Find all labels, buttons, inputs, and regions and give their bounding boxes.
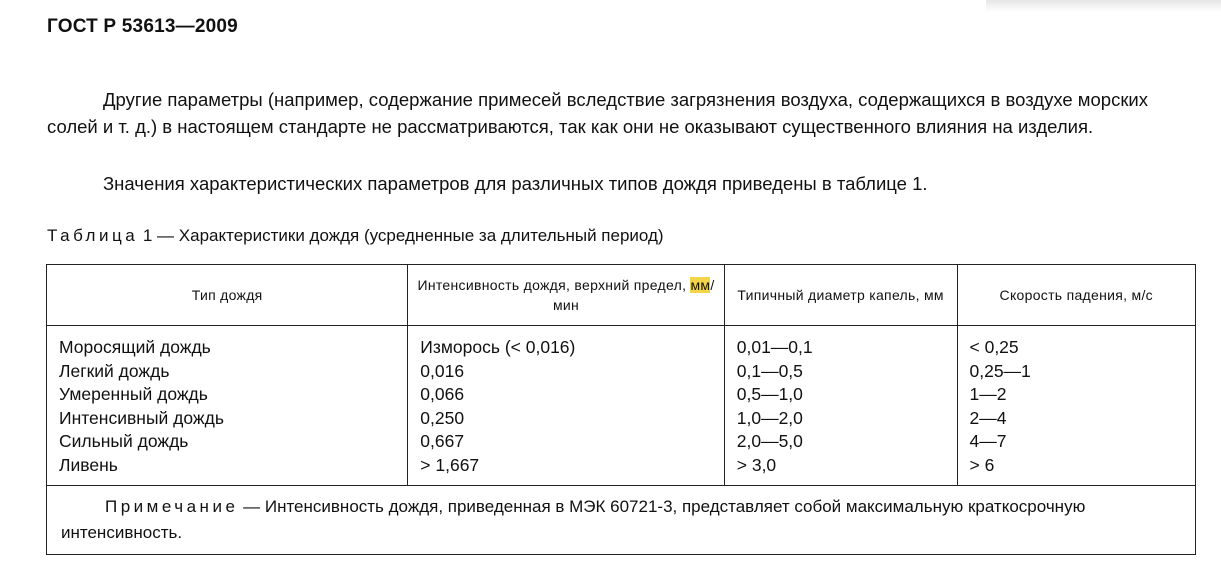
cell-fall-speed: 4—7 <box>969 431 1007 451</box>
cell-intensity: Изморось (< 0,016) <box>420 337 576 357</box>
header-intensity-text: Интенсивность дождя, верхний предел, <box>417 277 691 293</box>
cell-rain-type: Умеренный дождь <box>59 384 208 404</box>
cell-drop-diameter: 0,01—0,1 <box>736 337 813 357</box>
cell-fall-speed: < 0,25 <box>969 337 1019 357</box>
cell-drop-diameter: 2,0—5,0 <box>736 431 803 451</box>
cell-rain-type: Легкий дождь <box>59 360 170 381</box>
table-note-row <box>47 486 1196 555</box>
header-rain-type: Тип дождя <box>47 265 408 326</box>
table-data-row <box>47 326 1196 486</box>
cell-intensity: 0,066 <box>420 384 465 404</box>
rain-characteristics-table <box>46 264 1196 555</box>
cell-intensity: 0,016 <box>420 360 465 381</box>
table-note <box>47 486 1196 555</box>
column-drop-diameter <box>724 326 957 486</box>
note-label: Примечание <box>105 497 239 516</box>
column-fall-speed <box>957 326 1196 486</box>
cell-drop-diameter: 0,1—0,5 <box>736 360 803 381</box>
table-header-row <box>47 265 1196 326</box>
cell-rain-type: Ливень <box>59 454 118 475</box>
column-intensity <box>408 326 724 486</box>
document-standard-header: ГОСТ Р 53613—2009 <box>47 16 238 37</box>
cell-intensity: 0,250 <box>420 407 465 428</box>
table-caption-title: 1 — Характеристики дождя (усредненные за длительный период) <box>138 226 664 245</box>
cell-drop-diameter: 1,0—2,0 <box>736 407 803 428</box>
cell-fall-speed: 1—2 <box>969 384 1007 404</box>
cell-drop-diameter: 0,5—1,0 <box>736 384 803 404</box>
table-caption-label: Таблица <box>47 226 139 245</box>
cell-intensity: 0,667 <box>420 431 465 451</box>
header-fall-speed: Скорость падения, м/с <box>957 265 1196 326</box>
note-text: — Интенсивность дождя, приведенная в МЭК 60721-3, представляет собой максимальную краткосрочную интенсивность. <box>61 497 1086 542</box>
cell-rain-type: Интенсивный дождь <box>59 407 224 428</box>
cell-drop-diameter: > 3,0 <box>736 454 777 475</box>
page-corner-shadow <box>986 0 1221 12</box>
cell-fall-speed: 0,25—1 <box>969 360 1031 381</box>
paragraph-other-parameters: Другие параметры (например, содержание примесей вследствие загрязнения воздуха, содержащихся в воздухе морских солей и т. д.) в настоящем стандарте не рассматриваются, так как они не оказывают существенного влияния на изделия. <box>47 89 1149 137</box>
table-caption <box>47 226 664 246</box>
header-intensity <box>408 265 724 326</box>
cell-rain-type: Моросящий дождь <box>59 337 211 357</box>
highlighted-unit: мм <box>690 277 711 293</box>
header-drop-diameter: Типичный диаметр капель, мм <box>724 265 957 326</box>
paragraph-table-reference: Значения характеристических параметров для различных типов дождя приведены в таблице 1. <box>103 173 928 194</box>
column-rain-type <box>47 326 408 486</box>
cell-fall-speed: > 6 <box>969 454 995 475</box>
cell-fall-speed: 2—4 <box>969 407 1007 428</box>
cell-intensity: > 1,667 <box>420 454 480 475</box>
header-intensity-unit-suffix: /мин <box>552 277 715 313</box>
cell-rain-type: Сильный дождь <box>59 431 189 451</box>
